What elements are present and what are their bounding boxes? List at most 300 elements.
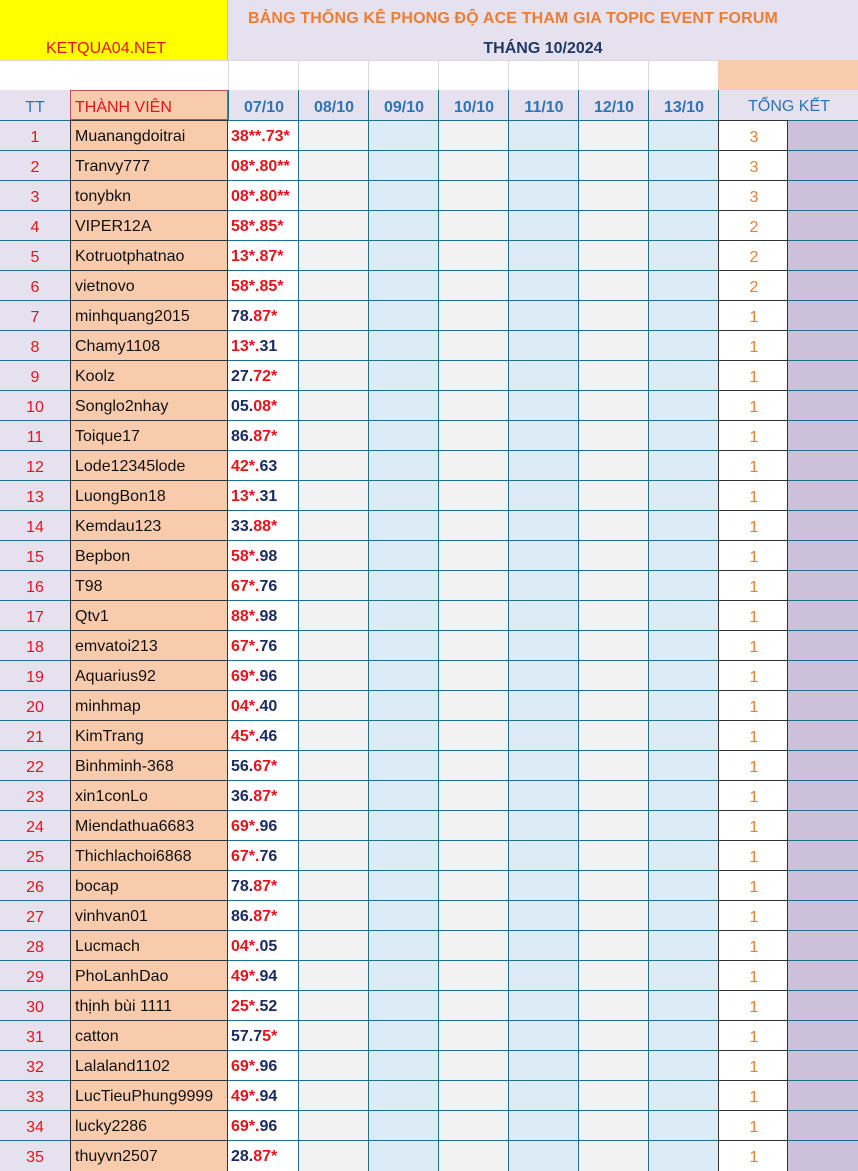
row-number: 2 [30, 159, 40, 176]
row-result-value [231, 998, 277, 1016]
result-part-b: 08* [253, 398, 278, 415]
row-empty-date-cell [508, 1020, 578, 1050]
result-part-a: 36. [231, 788, 254, 805]
row-member-cell [70, 210, 228, 240]
row-member-cell [70, 330, 228, 360]
row-empty-date-cell [648, 1020, 718, 1050]
row-total-value: 1 [749, 819, 759, 836]
header-date-cell [438, 90, 508, 120]
header-member-cell [70, 90, 228, 120]
row-total-value: 1 [749, 429, 759, 446]
row-empty-date-cell [508, 810, 578, 840]
row-result-cell [228, 690, 298, 720]
row-result-value [231, 1088, 277, 1106]
row-result-cell [228, 780, 298, 810]
result-part-a: 58*. [231, 548, 260, 565]
row-tt-cell [0, 450, 70, 480]
row-empty-date-cell [368, 1050, 438, 1080]
result-part-b: 87* [253, 428, 278, 445]
row-member-name: Binhminh-368 [75, 758, 174, 775]
row-empty-date-cell [368, 810, 438, 840]
row-member-cell [70, 240, 228, 270]
row-empty-date-cell [438, 1080, 508, 1110]
row-empty-date-cell [298, 600, 368, 630]
row-member-name: catton [75, 1028, 119, 1045]
result-part-a: 69*. [231, 818, 260, 835]
row-empty-date-cell [648, 210, 718, 240]
row-total-value: 3 [749, 189, 759, 206]
row-member-name: lucky2286 [75, 1118, 148, 1135]
row-empty-date-cell [648, 390, 718, 420]
row-empty-date-cell [508, 990, 578, 1020]
row-empty-date-cell [508, 180, 578, 210]
row-total-cell [718, 360, 788, 390]
row-empty-date-cell [508, 420, 578, 450]
row-empty-date-cell [298, 240, 368, 270]
row-total-cell [718, 720, 788, 750]
row-tt-cell [0, 330, 70, 360]
row-member-cell [70, 510, 228, 540]
row-total-cell [718, 1110, 788, 1140]
row-empty-date-cell [438, 180, 508, 210]
row-result-cell [228, 180, 298, 210]
row-result-value [231, 368, 277, 386]
result-part-b: 80** [259, 188, 290, 205]
result-part-b: 40 [259, 698, 278, 715]
row-empty-date-cell [438, 870, 508, 900]
row-result-value [231, 398, 277, 416]
row-member-cell [70, 1050, 228, 1080]
row-result-value [231, 1118, 277, 1136]
result-part-a: 69*. [231, 1058, 260, 1075]
row-empty-date-cell [578, 450, 648, 480]
row-purple-cell [788, 870, 858, 900]
row-member-name: Kemdau123 [75, 518, 162, 535]
row-empty-date-cell [578, 540, 648, 570]
row-total-value: 2 [749, 249, 759, 266]
result-part-a: 04*. [231, 698, 260, 715]
row-empty-date-cell [298, 630, 368, 660]
row-empty-date-cell [298, 390, 368, 420]
row-purple-cell [788, 930, 858, 960]
row-empty-date-cell [298, 120, 368, 150]
row-purple-cell [788, 150, 858, 180]
row-empty-date-cell [298, 180, 368, 210]
row-result-value [231, 788, 277, 806]
row-member-cell [70, 270, 228, 300]
row-empty-date-cell [578, 360, 648, 390]
row-member-name: vietnovo [75, 278, 135, 295]
row-empty-date-cell [298, 810, 368, 840]
row-total-cell [718, 960, 788, 990]
row-empty-date-cell [648, 150, 718, 180]
row-empty-date-cell [298, 210, 368, 240]
row-member-cell [70, 750, 228, 780]
row-number: 31 [26, 1029, 44, 1046]
result-part-b: 63 [259, 458, 278, 475]
row-empty-date-cell [578, 870, 648, 900]
row-total-cell [718, 990, 788, 1020]
row-tt-cell [0, 360, 70, 390]
result-part-b: 76 [259, 848, 278, 865]
result-part-a: 67*. [231, 638, 260, 655]
row-total-value: 1 [749, 309, 759, 326]
row-empty-date-cell [368, 900, 438, 930]
row-empty-date-cell [648, 930, 718, 960]
row-number: 28 [26, 939, 44, 956]
result-part-a: 49*. [231, 1088, 260, 1105]
row-empty-date-cell [648, 1110, 718, 1140]
result-part-b: 96 [259, 818, 278, 835]
row-empty-date-cell [368, 360, 438, 390]
row-empty-date-cell [578, 210, 648, 240]
result-part-b: 05 [259, 938, 278, 955]
row-empty-date-cell [368, 540, 438, 570]
row-empty-date-cell [578, 1050, 648, 1080]
row-total-cell [718, 570, 788, 600]
row-empty-date-cell [298, 930, 368, 960]
row-purple-cell [788, 840, 858, 870]
header-date-label: 13/10 [663, 99, 705, 116]
row-empty-date-cell [648, 510, 718, 540]
row-member-cell [70, 870, 228, 900]
row-empty-date-cell [368, 480, 438, 510]
result-part-b: 96 [259, 668, 278, 685]
row-result-cell [228, 1020, 298, 1050]
row-purple-cell [788, 450, 858, 480]
row-empty-date-cell [368, 960, 438, 990]
row-tt-cell [0, 1020, 70, 1050]
row-empty-date-cell [578, 270, 648, 300]
row-tt-cell [0, 1140, 70, 1171]
row-total-cell [718, 510, 788, 540]
row-member-name: LuongBon18 [75, 488, 166, 505]
row-member-name: minhquang2015 [75, 308, 190, 325]
result-part-a: 13*. [231, 248, 260, 265]
row-member-name: Lucmach [75, 938, 140, 955]
row-empty-date-cell [368, 390, 438, 420]
row-empty-date-cell [368, 990, 438, 1020]
row-member-name: Lalaland1102 [75, 1058, 170, 1075]
blank-date-cell [228, 60, 298, 90]
row-result-value [231, 728, 277, 746]
row-purple-cell [788, 990, 858, 1020]
row-empty-date-cell [578, 840, 648, 870]
row-empty-date-cell [648, 180, 718, 210]
row-member-cell [70, 1080, 228, 1110]
row-total-cell [718, 780, 788, 810]
row-result-value [231, 878, 277, 896]
row-empty-date-cell [508, 570, 578, 600]
row-purple-cell [788, 300, 858, 330]
row-empty-date-cell [368, 720, 438, 750]
row-empty-date-cell [648, 870, 718, 900]
row-result-value [231, 698, 277, 716]
row-purple-cell [788, 810, 858, 840]
result-part-b: 98 [259, 548, 278, 565]
row-empty-date-cell [438, 240, 508, 270]
row-purple-cell [788, 600, 858, 630]
row-result-cell [228, 630, 298, 660]
header-date-cell [368, 90, 438, 120]
row-empty-date-cell [368, 1020, 438, 1050]
row-empty-date-cell [368, 600, 438, 630]
row-empty-date-cell [368, 780, 438, 810]
header-tt-label: TT [25, 99, 45, 116]
result-part-b: 94 [259, 968, 278, 985]
row-empty-date-cell [578, 300, 648, 330]
header-tt-cell [0, 90, 70, 120]
blank-date-cell [368, 60, 438, 90]
result-part-b: 31 [259, 338, 278, 355]
row-empty-date-cell [368, 690, 438, 720]
row-empty-date-cell [508, 840, 578, 870]
row-empty-date-cell [578, 420, 648, 450]
row-member-name: xin1conLo [75, 788, 148, 805]
row-number: 30 [26, 999, 44, 1016]
row-number: 12 [26, 459, 44, 476]
row-member-name: Thichlachoi6868 [75, 848, 192, 865]
row-total-cell [718, 300, 788, 330]
row-total-cell [718, 150, 788, 180]
blank-left-cell [0, 60, 228, 90]
header-date-cell [578, 90, 648, 120]
header-date-label: 09/10 [383, 99, 425, 116]
row-empty-date-cell [578, 600, 648, 630]
row-result-value [231, 668, 277, 686]
row-result-value [231, 278, 284, 296]
row-empty-date-cell [508, 510, 578, 540]
row-tt-cell [0, 180, 70, 210]
row-empty-date-cell [438, 930, 508, 960]
row-tt-cell [0, 540, 70, 570]
row-number: 9 [30, 369, 40, 386]
result-part-b: 87* [259, 248, 284, 265]
row-purple-cell [788, 240, 858, 270]
row-empty-date-cell [438, 120, 508, 150]
header-date-label: 10/10 [453, 99, 495, 116]
row-empty-date-cell [648, 690, 718, 720]
row-total-value: 2 [749, 279, 759, 296]
row-member-name: minhmap [75, 698, 141, 715]
row-member-cell [70, 900, 228, 930]
row-empty-date-cell [508, 480, 578, 510]
row-empty-date-cell [578, 180, 648, 210]
row-result-value [231, 848, 277, 866]
row-member-name: VIPER12A [75, 218, 152, 235]
row-empty-date-cell [648, 960, 718, 990]
row-number: 13 [26, 489, 44, 506]
result-part-a: 69*. [231, 1118, 260, 1135]
row-member-cell [70, 960, 228, 990]
row-member-name: Toique17 [75, 428, 140, 445]
row-result-value [231, 428, 277, 446]
result-part-a: 86. [231, 908, 254, 925]
blank-date-cell [298, 60, 368, 90]
row-total-cell [718, 180, 788, 210]
row-empty-date-cell [508, 900, 578, 930]
row-empty-date-cell [578, 660, 648, 690]
row-empty-date-cell [648, 630, 718, 660]
row-purple-cell [788, 690, 858, 720]
row-tt-cell [0, 900, 70, 930]
result-part-a: 45*. [231, 728, 260, 745]
result-part-a: 78. [231, 308, 254, 325]
row-empty-date-cell [648, 840, 718, 870]
row-empty-date-cell [368, 1110, 438, 1140]
row-total-cell [718, 540, 788, 570]
row-member-name: Aquarius92 [75, 668, 156, 685]
row-empty-date-cell [508, 630, 578, 660]
row-empty-date-cell [508, 1110, 578, 1140]
header-date-label: 11/10 [524, 99, 564, 116]
row-member-name: emvatoi213 [75, 638, 158, 655]
row-empty-date-cell [298, 990, 368, 1020]
row-purple-cell [788, 360, 858, 390]
row-purple-cell [788, 1020, 858, 1050]
subtitle-cell [228, 34, 858, 60]
row-total-value: 3 [749, 159, 759, 176]
row-empty-date-cell [368, 570, 438, 600]
result-part-a: 88*. [231, 608, 260, 625]
row-empty-date-cell [298, 870, 368, 900]
result-part-a: 57.7 [231, 1028, 263, 1045]
row-empty-date-cell [438, 150, 508, 180]
row-empty-date-cell [438, 420, 508, 450]
logo-cell [0, 0, 228, 60]
row-empty-date-cell [438, 510, 508, 540]
row-empty-date-cell [648, 420, 718, 450]
row-member-cell [70, 180, 228, 210]
result-part-a: 67*. [231, 578, 260, 595]
row-empty-date-cell [298, 270, 368, 300]
row-result-cell [228, 300, 298, 330]
row-result-value [231, 818, 277, 836]
row-empty-date-cell [438, 900, 508, 930]
result-part-a: 69*. [231, 668, 260, 685]
row-empty-date-cell [298, 1080, 368, 1110]
page-subtitle: THÁNG 10/2024 [483, 40, 603, 57]
row-member-cell [70, 420, 228, 450]
row-empty-date-cell [578, 750, 648, 780]
row-tt-cell [0, 510, 70, 540]
row-empty-date-cell [368, 210, 438, 240]
row-total-value: 1 [749, 1119, 759, 1136]
row-member-cell [70, 450, 228, 480]
row-tt-cell [0, 120, 70, 150]
row-empty-date-cell [298, 150, 368, 180]
row-empty-date-cell [298, 780, 368, 810]
row-total-cell [718, 600, 788, 630]
row-total-value: 1 [749, 849, 759, 866]
row-purple-cell [788, 390, 858, 420]
row-empty-date-cell [578, 1110, 648, 1140]
row-empty-date-cell [298, 750, 368, 780]
row-member-name: vinhvan01 [75, 908, 148, 925]
header-date-cell [228, 90, 298, 120]
result-part-a: 58*. [231, 218, 260, 235]
row-empty-date-cell [438, 1140, 508, 1171]
result-part-b: 67* [253, 758, 278, 775]
row-empty-date-cell [508, 240, 578, 270]
row-result-value [231, 578, 277, 596]
row-number: 16 [26, 579, 44, 596]
row-tt-cell [0, 780, 70, 810]
row-empty-date-cell [438, 990, 508, 1020]
row-empty-date-cell [298, 510, 368, 540]
row-result-cell [228, 540, 298, 570]
row-tt-cell [0, 1110, 70, 1140]
row-tt-cell [0, 870, 70, 900]
title-cell [228, 0, 858, 34]
row-total-cell [718, 660, 788, 690]
row-member-cell [70, 930, 228, 960]
row-member-cell [70, 390, 228, 420]
row-member-cell [70, 480, 228, 510]
result-part-a: 86. [231, 428, 254, 445]
row-empty-date-cell [368, 1080, 438, 1110]
result-part-a: 27. [231, 368, 254, 385]
row-empty-date-cell [578, 1140, 648, 1171]
row-member-name: Lode12345lode [75, 458, 186, 475]
row-result-cell [228, 900, 298, 930]
row-total-cell [718, 1080, 788, 1110]
row-result-value [231, 188, 290, 206]
row-purple-cell [788, 120, 858, 150]
row-empty-date-cell [578, 780, 648, 810]
row-purple-cell [788, 180, 858, 210]
row-total-value: 1 [749, 789, 759, 806]
result-part-a: 13*. [231, 488, 260, 505]
row-empty-date-cell [508, 1140, 578, 1171]
result-part-a: 78. [231, 878, 254, 895]
result-part-b: 80** [259, 158, 290, 175]
row-purple-cell [788, 1110, 858, 1140]
row-empty-date-cell [578, 930, 648, 960]
row-empty-date-cell [508, 120, 578, 150]
row-member-name: Kotruotphatnao [75, 248, 185, 265]
row-number: 33 [26, 1089, 44, 1106]
row-result-cell [228, 330, 298, 360]
row-member-cell [70, 990, 228, 1020]
row-empty-date-cell [368, 180, 438, 210]
row-empty-date-cell [648, 450, 718, 480]
row-number: 3 [30, 189, 40, 206]
row-number: 17 [26, 609, 44, 626]
row-member-cell [70, 630, 228, 660]
row-empty-date-cell [438, 720, 508, 750]
row-purple-cell [788, 540, 858, 570]
result-part-b: 72* [253, 368, 278, 385]
row-empty-date-cell [508, 690, 578, 720]
row-purple-cell [788, 330, 858, 360]
row-result-cell [228, 510, 298, 540]
row-result-value [231, 908, 277, 926]
row-purple-cell [788, 1140, 858, 1171]
header-total-label: TỔNG KẾT [748, 98, 830, 115]
row-empty-date-cell [298, 840, 368, 870]
row-empty-date-cell [298, 1050, 368, 1080]
row-total-value: 1 [749, 1089, 759, 1106]
row-tt-cell [0, 720, 70, 750]
row-total-cell [718, 1050, 788, 1080]
row-tt-cell [0, 240, 70, 270]
row-empty-date-cell [438, 1050, 508, 1080]
row-empty-date-cell [298, 480, 368, 510]
row-total-value: 1 [749, 459, 759, 476]
result-part-a: 13*. [231, 338, 260, 355]
row-result-cell [228, 750, 298, 780]
